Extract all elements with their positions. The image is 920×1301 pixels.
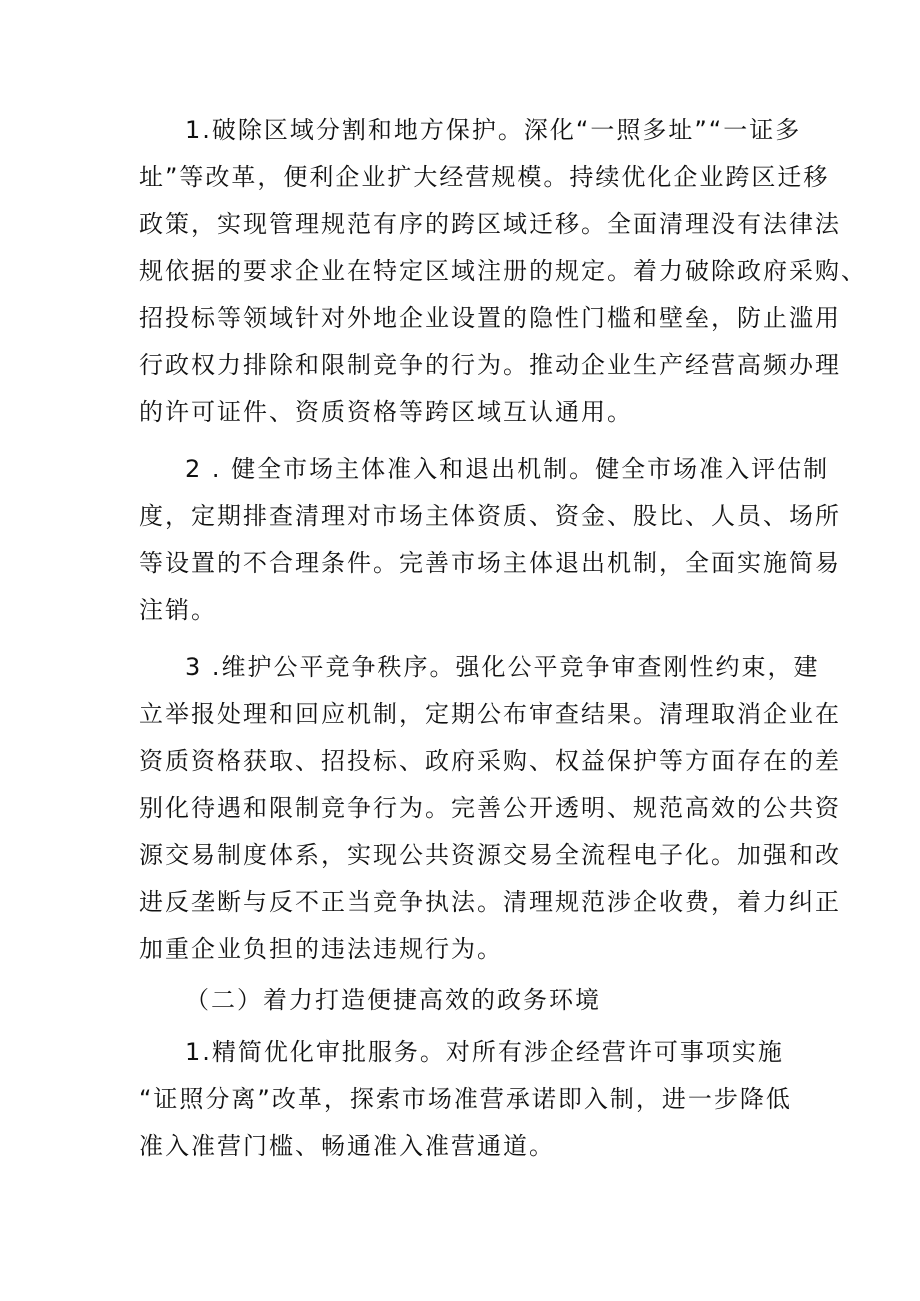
text-line: 1.破除区域分割和地方保护。深化“一照多址”“一证多 xyxy=(185,116,802,144)
text-line: 的许可证件、资质资格等跨区域互认通用。 xyxy=(139,398,633,426)
text-line: 3 .维护公平竞争秩序。强化公平竞争审查刚性约束，建 xyxy=(185,653,820,681)
text-line: 规依据的要求企业在特定区域注册的规定。着力破除政府采购、 xyxy=(139,257,867,285)
text-line: 立举报处理和回应机制，定期公布审查结果。清理取消企业在 xyxy=(139,700,841,728)
text-line: 度，定期排查清理对市场主体资质、资金、股比、人员、场所 xyxy=(139,502,841,530)
text-line: 别化待遇和限制竞争行为。完善公开透明、规范高效的公共资 xyxy=(139,794,841,822)
text-line: 招投标等领域针对外地企业设置的隐性门槛和壁垒，防止滥用 xyxy=(139,304,841,332)
text-line: 加重企业负担的违法违规行为。 xyxy=(139,935,503,963)
text-line: 进反垄断与反不正当竞争执法。清理规范涉企收费，着力纠正 xyxy=(139,888,841,916)
text-line: 资质资格获取、招投标、政府采购、权益保护等方面存在的差 xyxy=(139,747,841,775)
text-line: 1.精简优化审批服务。对所有涉企经营许可事项实施 xyxy=(185,1038,784,1066)
text-line: 2 . 健全市场主体准入和退出机制。健全市场准入评估制 xyxy=(185,455,830,483)
text-line: 政策，实现管理规范有序的跨区域迁移。全面清理没有法律法 xyxy=(139,210,841,238)
text-line: 准入准营门槛、畅通准入准营通道。 xyxy=(139,1132,555,1160)
text-line: 址”等改革，便利企业扩大经营规模。持续优化企业跨区迁移 xyxy=(139,163,830,191)
text-line: “证照分离”改革，探索市场准营承诺即入制，进一步降低 xyxy=(139,1085,792,1113)
text-line: 行政权力排除和限制竞争的行为。推动企业生产经营高频办理 xyxy=(139,351,841,379)
heading-line: （二）着力打造便捷高效的政务环境 xyxy=(185,986,601,1014)
text-line: 等设置的不合理条件。完善市场主体退出机制，全面实施简易 xyxy=(139,549,841,577)
text-line: 注销。 xyxy=(139,596,217,624)
text-line: 源交易制度体系，实现公共资源交易全流程电子化。加强和改 xyxy=(139,841,841,869)
